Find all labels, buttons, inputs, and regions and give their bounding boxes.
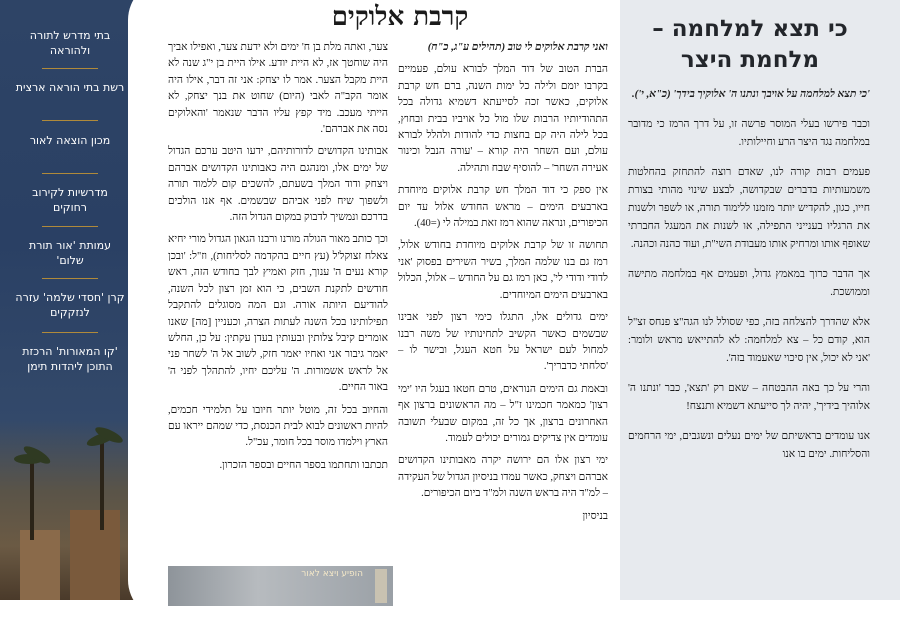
panel-title: [625, 14, 875, 76]
article-paragraph: ובאמת גם הימים הנוראים, טרם חטאו בעגל היו 'ימי רצון' כמאמר חכמינו ז"ל – מה הראשונים ברצון אף האחרונים ברצון, אך כל זה, במקום שבעלי תשובה עומדים אין צדיקים גמורים יכולים לעמוד.: [398, 383, 608, 444]
panel-paragraph: והרי על כך באה ההבטחה – שאם רק 'תצא', כבר 'ונתנו ה' אלוהיך בידיך', יהיה לך סייעתא דשמיא ותנצח!: [628, 383, 870, 412]
article-paragraph: בניסיון: [582, 510, 608, 522]
article-title: קרבת אלוקים: [331, 2, 469, 32]
sidebar-item-batei-midrash[interactable]: בתי מדרש לתורה ולהוראה: [29, 29, 111, 57]
article-paragraph: תכתבו ותחתמו בספר החיים ובספר הזכרון.: [219, 459, 388, 471]
panel-paragraph: וכבר פירשו בעלי המוסר פרשה זו, על דרך הרמז כי מדובר במלחמה נגד היצר הרע וחיילותיו.: [628, 119, 870, 148]
article-paragraph: צער, ואתה מלת בן ח' ימים ולא ידעת צער, ואפילו אביך היה שוחטך אז, לא היית יודע. אילו היית בן י"ג שנה לא היית מקבל הצער. אמר לו יצחק: אני זה דבר, אילו היה אומר הקב"ה לאבי (היום) שחוט את בנך יצחק, לא הייתי מעכב. מיד קפץ עליו הדבר שנאמר 'והאלוקים נסה את אברהם'.: [168, 42, 388, 136]
article-paragraph: ימים גדולים אלו, התגלו כימי רצון לפני אבינו שבשמים כאשר הקשיב לתחינותיו של משה רבנו למחול לעם ישראל על חטא העגל, ובישר לו – 'סלחתי כדבריך'.: [398, 312, 608, 373]
article-paragraph: ימי רצון אלו הם ירושה יקרה מאבותינו הקדושים אברהם ויצחק, כאשר עמדו בניסיון הגדול של העקידה – למ"ד היה בראש השנה ולמ"ד ביום הכיפורים.: [398, 455, 608, 500]
article-paragraph: תחושה זו של קרבת אלוקים מיוחדת בחודש אלול, רמז גם בנו שלמה המלך, בשיר השירים בפסוק 'אני לדודי ודודי לי', כאן רמז גם על החודש – אלול, הכלול בארבעים הימים המיוחדים.: [398, 240, 608, 301]
sidebar-divider: [42, 226, 98, 227]
sidebar-divider: [42, 278, 98, 279]
page-curve: [128, 0, 168, 620]
book-promo-image: [168, 566, 393, 606]
book-cover-icon: [375, 569, 387, 603]
panel-title-line: מלחמת היצר: [680, 47, 820, 73]
panel-paragraph: אלא שהדרך להצלחה בזה, כפי שסולל לנו הגה"צ פנחס זצ"ל הוא, קודם כל – צא למלחמה: לא להתייאש מראש ולומר: 'אני לא יכול, אין סיכוי שאעמוד בזה'.: [628, 317, 870, 364]
panel-paragraph: פעמים רבות קורה לנו, שאדם רוצה להתחזק בהחלטות משמעותיות בדברים שבקדושה, לבצע שינוי מהותי בצורת חייו, כגון, להקדיש יותר מזמנו ללימוד תורה, או לשפר ולשנות את הרגליו בענייני התפילה, או לשנות את המעגל החברתי שאופף אותו ומרחיק אותו מעבודת השי"ת, ועוד כהנה וכהנה.: [628, 167, 870, 250]
sidebar-divider: [42, 68, 98, 69]
article-paragraph: והחיוב בכל זה, מוטל יותר חיובו על תלמידי חכמים, להיות ראשונים לבוא לבית הכנסת, כדי שמהם ייראו עם הארץ וילמדו מוסר בכל חומר, עכ"ל.: [168, 404, 388, 449]
article-paragraph: אין ספק כי דוד המלך חש קרבת אלוקים מיוחדת בארבעים הימים – מראש החודש אלול עד יום הכיפורים, ונראה שהוא רמז זאת במילה לי (=40).: [398, 185, 608, 230]
sidebar-item-kav-hameorot[interactable]: 'קו המאורות' הרכזת התוכן ליהדות תימן: [22, 345, 118, 373]
book-promo-caption: הופיע ויצא לאור: [301, 569, 363, 579]
panel-title-line: כי תצא למלחמה –: [652, 16, 848, 42]
sidebar-divider: [42, 120, 98, 121]
sidebar-item-midrashiyot[interactable]: מדרשיות לקירוב רחוקים: [32, 186, 108, 214]
article-column-left: [168, 40, 388, 560]
sidebar-item-publishing[interactable]: מכון הוצאה לאור: [29, 134, 111, 147]
article-paragraph: הברת הטוב של דוד המלך לבורא עולם, פעמיים בקרבו יומם ולילה כל ימות השנה, ברם חש קרבת אלוקים, כאשר זכה לסייעתא דשמיא גדולה בכל התהודיותיו הרבות שלו מול כל אויביו בבית ובחוץ, בכל לילה היה קם בחצות כדי להודות ולהלל לבורא עולם, ועם השחר היה קורא – 'עורה הנבל וכינור אעירה השחר' – להוסיף שבח ותהילה.: [398, 64, 608, 174]
sidebar-item-horaah-network[interactable]: רשת בתי הוראה ארצית: [15, 81, 125, 94]
panel-verse: 'כי תצא למלחמה על אויבך ונתנו ה' אלוקיך בידך' (כ"א, י').: [632, 89, 870, 100]
article-paragraph: וכך כותב מאור הגולה מורנו ורבנו הגאון הגדול מורי יחיא צאלח זצוקל'ל (עץ חיים בהקדמה לסליחות), וז"ל: 'ובכן קורא נעים ה' ענוך, חזק ואמיץ לבך בחודש הזה, ראש חודשים לתקנת השבים, כי הוא זמן רצון לכל השנה, להודיעם היותה אורה. וגם המה מסוגלים להתקבל תפילותינו בכל השנה לעתות הצרה, וכעניין [מה] שאנו אומרים קיבל צלותין ובעותין בעדן עקתין: על כן, החלש יאמר גיבור אני ואחיו יאמר חזק, לשוב אל ה' לשחר פני אל לראש אשמורות. ה' עליכם יחיו, להתהלך לפני ה' באור החיים.: [168, 234, 388, 394]
panel-body: [628, 86, 870, 600]
panel-paragraph: אך הדבר כרוך במאמץ גדול, ופעמים אף במלחמה מתישה וממושכת.: [628, 269, 870, 298]
panel-paragraph: אנו עומדים בראשיתם של ימים נעלים ונשגבים, ימי הרחמים והסליחות. ימים בו אנו: [628, 431, 870, 460]
sidebar-nav: [0, 0, 140, 600]
sidebar-item-chasdei-shlomo[interactable]: קרן 'חסדי שלמה' עזרה לנזקקים: [15, 291, 125, 319]
article-paragraph: אבותינו הקדושים לדורותיהם, ידעו היטב ערכם הגדול של ימים אלו, ומנהגם היה כאבותינו הקדושים אברהם ויצחק ודוד המלך בשעתם, להשכים קום ללמוד תורה ולשפוך שיח לפני אביהם שבשמים. אף אנו הולכים בדרכם ונמשיך לדבוק במקום הגדול הזה.: [168, 146, 388, 224]
sidebar-background-scene: [0, 420, 140, 600]
article-column-right: [398, 40, 608, 600]
sidebar-divider: [42, 173, 98, 174]
sidebar-divider: [42, 332, 98, 333]
sidebar-item-or-torat-shalom[interactable]: עמותת 'אור תורת שלום': [28, 239, 112, 267]
article-verse: ואני קרבת אלוקים לי טוב (תהילים ע"ג, כ"ח): [427, 42, 608, 53]
